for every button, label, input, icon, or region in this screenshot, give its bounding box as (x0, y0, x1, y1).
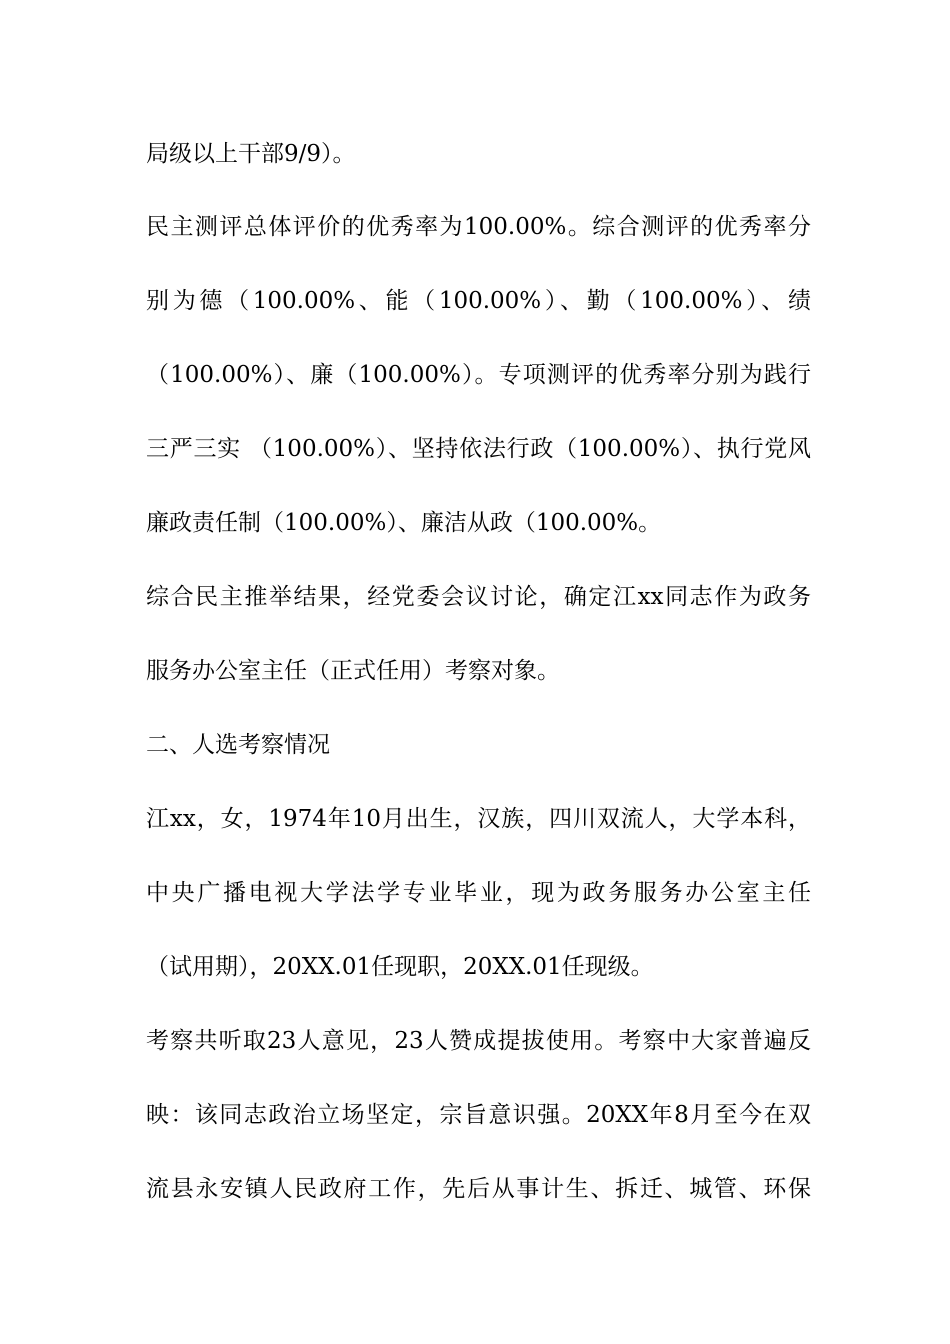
text-line-15: 流县永安镇人民政府工作，先后从事计生、拆迁、城管、环保 (146, 1176, 811, 1202)
text-line-14: 映：该同志政治立场坚定，宗旨意识强。20XX年8月至今在双 (146, 1102, 811, 1128)
text-line-12: （试用期），20XX.01任现职，20XX.01任现级。 (146, 954, 654, 980)
text-line-7: 综合民主推举结果，经党委会议讨论，确定江xx同志作为政务 (146, 584, 811, 610)
text-line-13: 考察共听取23人意见，23人赞成提拔使用。考察中大家普遍反 (146, 1028, 811, 1054)
text-line-4: （100.00%）、廉（100.00%）。专项测评的优秀率分别为践行 (146, 362, 811, 388)
text-line-6: 廉政责任制（100.00%）、廉洁从政（100.00%。 (146, 510, 662, 536)
text-line-8: 服务办公室主任（正式任用）考察对象。 (146, 658, 560, 684)
section-heading: 二、人选考察情况 (146, 732, 330, 758)
text-line-11: 中央广播电视大学法学专业毕业，现为政务服务办公室主任 (146, 880, 811, 906)
text-line-3: 别为德（100.00%、能（100.00%）、勤（100.00%）、绩 (146, 288, 811, 314)
text-line-2: 民主测评总体评价的优秀率为100.00%。综合测评的优秀率分 (146, 214, 811, 240)
text-line-5: 三严三实 （100.00%）、坚持依法行政（100.00%）、执行党风 (146, 436, 811, 462)
text-line-10: 江xx，女，1974年10月出生，汉族，四川双流人，大学本科， (146, 806, 811, 832)
text-line-1: 局级以上干部9/9）。 (146, 141, 356, 167)
